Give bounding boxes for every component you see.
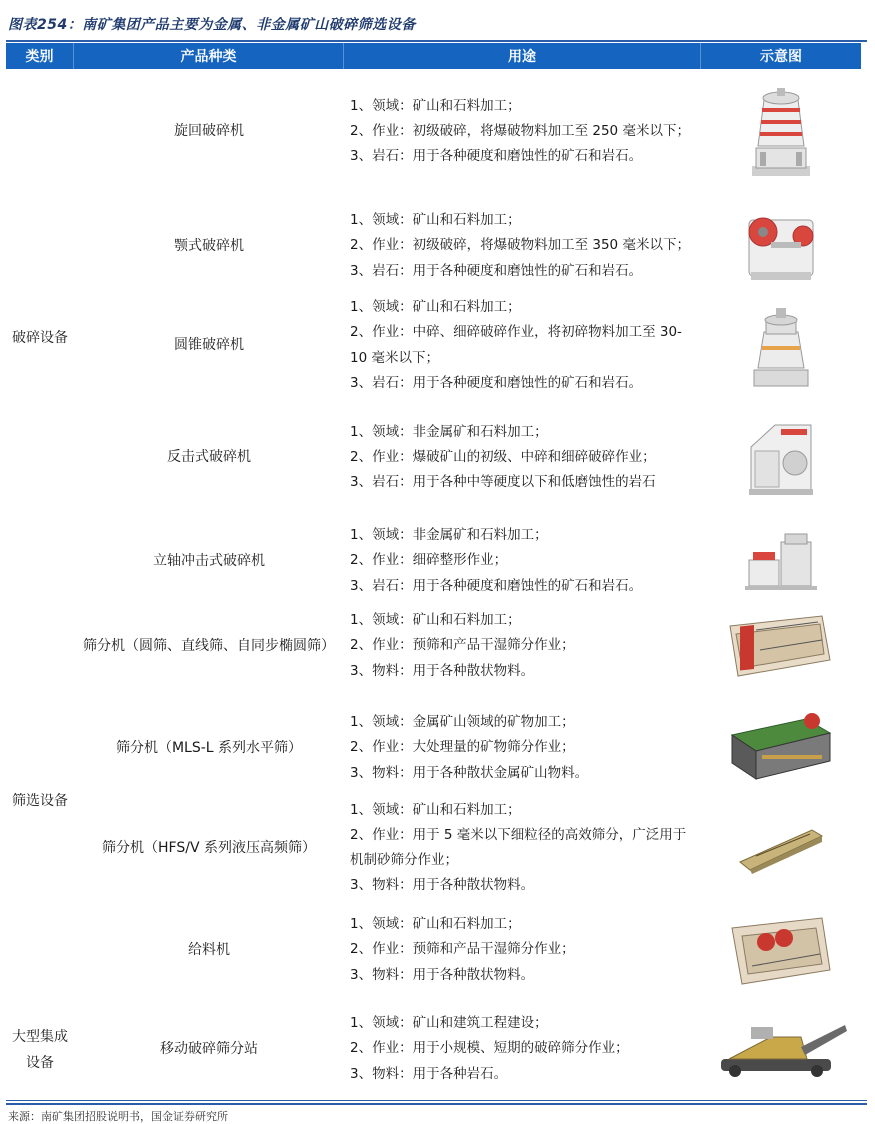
- table-header: [6, 43, 861, 69]
- header-image: 示意图: [760, 49, 802, 65]
- product-name: 立轴冲击式破碎机: [153, 552, 265, 569]
- category-screening: 筛选设备: [12, 792, 68, 809]
- header-product: 产品种类: [74, 43, 344, 69]
- product-name: 筛分机（圆筛、直线筛、自同步椭圆筛）: [83, 637, 335, 654]
- product-usage: 1、领域：非金属矿和石料加工； 2、作业：爆破矿山的初级、中碎和细碎破碎作业； 3、岩石：用于各种中等硬度以下和低磨蚀性的岩石: [350, 423, 656, 491]
- source-note: 来源：南矿集团招股说明书，国金证券研究所: [8, 1110, 228, 1123]
- footer-divider: [6, 1100, 867, 1101]
- category-integrated: 大型集成设备: [12, 1028, 68, 1071]
- product-name: 颚式破碎机: [174, 237, 244, 254]
- product-usage: 1、领域：矿山和石料加工； 2、作业：预筛和产品干湿筛分作业； 3、物料：用于各种散状物料。: [350, 916, 575, 983]
- header-usage: 用途: [344, 43, 701, 69]
- product-name: 圆锥破碎机: [174, 337, 244, 353]
- product-name: 给料机: [188, 941, 230, 958]
- jaw-crusher-icon: [701, 196, 861, 296]
- footer-divider: [6, 1103, 867, 1105]
- product-name: 旋回破碎机: [174, 123, 244, 139]
- product-usage: 1、领域：矿山和石料加工； 2、作业：初级破碎，将爆破物料加工至 350 毫米以下； 3、岩石：用于各种硬度和磨蚀性的矿石和岩石。: [350, 212, 690, 279]
- vsi-crusher-icon: [701, 522, 861, 600]
- product-name: 筛分机（MLS-L 系列水平筛）: [115, 739, 303, 756]
- vibrating-screen-icon: [701, 602, 861, 690]
- product-usage: 1、领域：金属矿山领域的矿物加工； 2、作业：大处理量的矿物筛分作业； 3、物料：用于各种散状金属矿山物料。: [350, 714, 589, 781]
- mobile-crushing-station-icon: [701, 1004, 861, 1094]
- product-usage: 1、领域：矿山和石料加工； 2、作业：中碎、细碎破碎作业，将初碎物料加工至 30-10 毫米以下； 3、岩石：用于各种硬度和磨蚀性的矿石和岩石。: [350, 299, 682, 391]
- table-row: [74, 522, 861, 600]
- table-row: [74, 395, 861, 520]
- table-row: [74, 1004, 861, 1094]
- feeder-icon: [701, 900, 861, 1000]
- product-name: 筛分机（HFS/V 系列液压高频筛）: [102, 839, 316, 856]
- header-category: 类别: [6, 43, 74, 69]
- category-crushing: 破碎设备: [12, 329, 68, 346]
- product-usage: 1、领域：矿山和石料加工； 2、作业：用于 5 毫米以下细粒径的高效筛分，广泛用于机制砂筛分作业； 3、物料：用于各种散状物料。: [350, 801, 687, 894]
- table-row: [74, 602, 861, 690]
- product-name: 移动破碎筛分站: [160, 1040, 258, 1057]
- table-row: [74, 900, 861, 1000]
- product-usage: 1、领域：矿山和石料加工； 2、作业：初级破碎，将爆破物料加工至 250 毫米以下； 3、岩石：用于各种硬度和磨蚀性的矿石和岩石。: [350, 97, 690, 165]
- gyratory-crusher-icon: [701, 79, 861, 184]
- horizontal-screen-icon: [701, 700, 861, 796]
- figure-title: 图表254：南矿集团产品主要为金属、非金属矿山破碎筛选设备: [8, 17, 416, 33]
- product-name: 反击式破碎机: [167, 449, 251, 465]
- table-row: [74, 298, 861, 393]
- table-row: [74, 196, 861, 296]
- product-usage: 1、领域：矿山和建筑工程建设； 2、作业：用于小规模、短期的破碎筛分作业； 3、物料：用于各种岩石。: [350, 1015, 629, 1082]
- impact-crusher-icon: [701, 395, 861, 520]
- table-row: [74, 700, 861, 796]
- title-divider: [6, 40, 867, 42]
- cone-crusher-icon: [701, 298, 861, 393]
- table-row: [74, 798, 861, 898]
- table-row: [74, 79, 861, 184]
- product-usage: 1、领域：非金属矿和石料加工； 2、作业：细碎整形作业； 3、岩石：用于各种硬度和磨蚀性的矿石和岩石。: [350, 527, 643, 594]
- product-usage: 1、领域：矿山和石料加工； 2、作业：预筛和产品干湿筛分作业； 3、物料：用于各种散状物料。: [350, 612, 575, 679]
- high-frequency-screen-icon: [701, 798, 861, 898]
